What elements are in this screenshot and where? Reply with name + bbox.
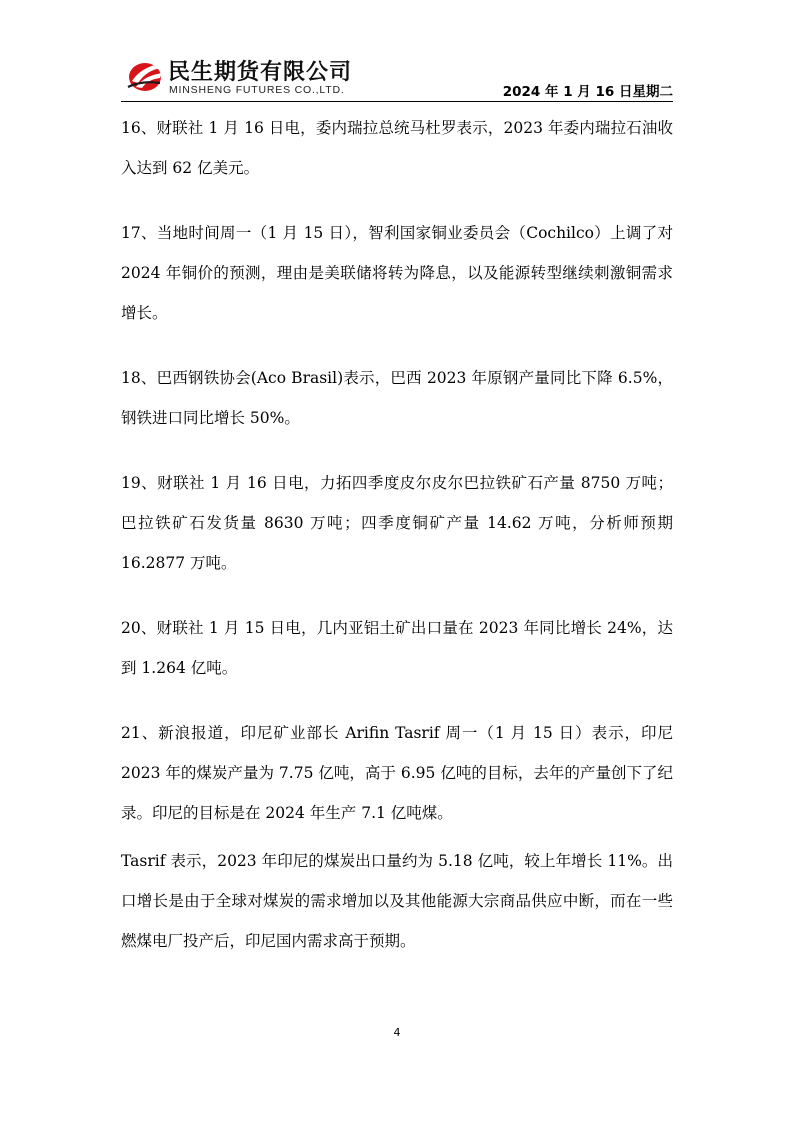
news-item-16: 16、财联社 1 月 16 日电，委内瑞拉总统马杜罗表示，2023 年委内瑞拉石油收入达到 62 亿美元。 — [121, 119, 673, 177]
header-divider — [121, 101, 673, 102]
logo-chinese-name: 民生期货有限公司 — [168, 60, 353, 85]
news-item-18: 18、巴西钢铁协会(Aco Brasil)表示，巴西 2023 年原钢产量同比下降 6.5%，钢铁进口同比增长 50%。 — [121, 369, 673, 427]
news-body — [121, 108, 673, 961]
news-item-21-continued: Tasrif 表示，2023 年印尼的煤炭出口量约为 5.18 亿吨，较上年增长 11%。出口增长是由于全球对煤炭的需求增加以及其他能源大宗商品供应中断，而在一些燃煤电厂投产后，印尼国内需求高于预期。 — [121, 852, 673, 950]
news-item-19: 19、财联社 1 月 16 日电，力拓四季度皮尔皮尔巴拉铁矿石产量 8750 万吨；巴拉铁矿石发货量 8630 万吨；四季度铜矿产量 14.62 万吨，分析师预期 16.2877 万吨。 — [121, 474, 673, 572]
news-item-21: 21、新浪报道，印尼矿业部长 Arifin Tasrif 周一（1 月 15 日）表示，印尼 2023 年的煤炭产量为 7.75 亿吨，高于 6.95 亿吨的目标，去年的产量创下了纪录。印尼的目标是在 2024 年生产 7.1 亿吨煤。 — [121, 724, 673, 822]
page-header — [121, 52, 673, 104]
logo-english-name: MINSHENG FUTURES CO.,LTD. — [169, 84, 345, 96]
minsheng-logo-icon — [126, 57, 166, 95]
page-number: 4 — [393, 1026, 401, 1039]
report-date: 2024 年 1 月 16 日星期二 — [502, 84, 673, 100]
news-item-20: 20、财联社 1 月 15 日电，几内亚铝土矿出口量在 2023 年同比增长 24%，达到 1.264 亿吨。 — [121, 619, 673, 677]
company-logo — [126, 55, 366, 97]
news-item-17: 17、当地时间周一（1 月 15 日），智利国家铜业委员会（Cochilco）上调了对 2024 年铜价的预测，理由是美联储将转为降息，以及能源转型继续刺激铜需求增长。 — [121, 224, 673, 322]
